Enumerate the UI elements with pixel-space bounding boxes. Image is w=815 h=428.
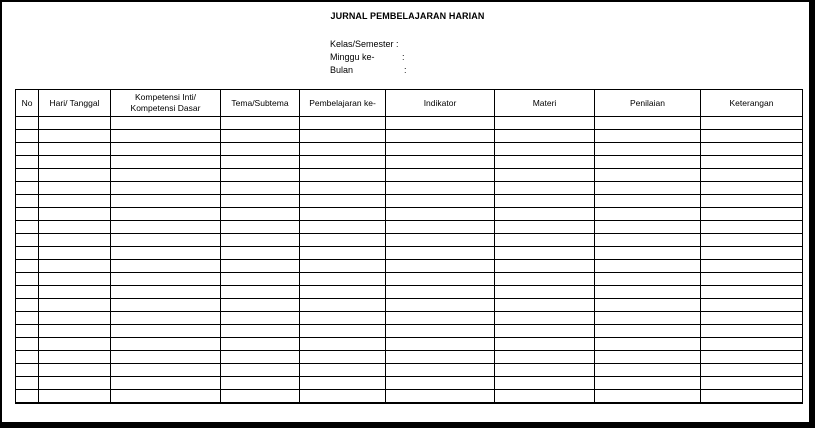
header-hari-tanggal: Hari/ Tanggal bbox=[39, 90, 111, 117]
table-cell bbox=[221, 143, 300, 156]
table-cell bbox=[386, 260, 495, 273]
table-cell bbox=[300, 338, 386, 351]
page-title: JURNAL PEMBELAJARAN HARIAN bbox=[330, 11, 485, 21]
table-cell bbox=[111, 117, 221, 130]
table-row bbox=[16, 338, 803, 351]
table-cell bbox=[595, 208, 701, 221]
table-cell bbox=[16, 117, 39, 130]
table-row bbox=[16, 286, 803, 299]
table-cell bbox=[39, 390, 111, 404]
table-cell bbox=[16, 351, 39, 364]
table-cell bbox=[221, 325, 300, 338]
table-cell bbox=[300, 299, 386, 312]
table-cell bbox=[701, 221, 803, 234]
table-cell bbox=[39, 247, 111, 260]
table-cell bbox=[595, 247, 701, 260]
table-cell bbox=[16, 364, 39, 377]
table-row bbox=[16, 117, 803, 130]
table-cell bbox=[300, 169, 386, 182]
table-cell bbox=[386, 351, 495, 364]
table-cell bbox=[221, 130, 300, 143]
table-cell bbox=[300, 182, 386, 195]
table-cell bbox=[16, 182, 39, 195]
table-cell bbox=[16, 221, 39, 234]
table-cell bbox=[495, 364, 595, 377]
table-row bbox=[16, 312, 803, 325]
table-cell bbox=[16, 234, 39, 247]
table-cell bbox=[16, 169, 39, 182]
table-cell bbox=[221, 351, 300, 364]
table-cell bbox=[39, 143, 111, 156]
table-cell bbox=[221, 260, 300, 273]
table-cell bbox=[595, 234, 701, 247]
meta-label: Bulan bbox=[330, 65, 354, 75]
table-cell bbox=[701, 234, 803, 247]
table-row bbox=[16, 390, 803, 404]
table-cell bbox=[111, 182, 221, 195]
header-row bbox=[16, 90, 803, 117]
table-cell bbox=[701, 247, 803, 260]
header-penilaian: Penilaian bbox=[595, 90, 701, 117]
journal-body bbox=[16, 117, 803, 404]
table-cell bbox=[39, 117, 111, 130]
table-row bbox=[16, 325, 803, 338]
table-cell bbox=[111, 377, 221, 390]
table-cell bbox=[300, 156, 386, 169]
table-cell bbox=[39, 208, 111, 221]
table-cell bbox=[39, 234, 111, 247]
table-cell bbox=[386, 377, 495, 390]
table-row bbox=[16, 143, 803, 156]
table-cell bbox=[701, 260, 803, 273]
table-cell bbox=[386, 234, 495, 247]
table-cell bbox=[701, 195, 803, 208]
table-cell bbox=[595, 325, 701, 338]
table-cell bbox=[300, 377, 386, 390]
table-row bbox=[16, 221, 803, 234]
table-cell bbox=[16, 377, 39, 390]
header-tema-subtema: Tema/Subtema bbox=[221, 90, 300, 117]
table-cell bbox=[39, 130, 111, 143]
table-cell bbox=[495, 130, 595, 143]
table-cell bbox=[495, 338, 595, 351]
table-cell bbox=[16, 390, 39, 404]
table-cell bbox=[495, 182, 595, 195]
table-cell bbox=[16, 156, 39, 169]
table-cell bbox=[300, 390, 386, 404]
table-cell bbox=[39, 312, 111, 325]
table-cell bbox=[16, 247, 39, 260]
table-row bbox=[16, 260, 803, 273]
table-cell bbox=[16, 143, 39, 156]
table-cell bbox=[39, 221, 111, 234]
table-cell bbox=[595, 377, 701, 390]
table-cell bbox=[495, 390, 595, 404]
header-kompetensi bbox=[111, 90, 221, 117]
table-cell bbox=[221, 247, 300, 260]
table-cell bbox=[595, 351, 701, 364]
table-cell bbox=[39, 377, 111, 390]
table-cell bbox=[300, 312, 386, 325]
header-indikator: Indikator bbox=[386, 90, 495, 117]
table-cell bbox=[386, 143, 495, 156]
table-cell bbox=[111, 247, 221, 260]
table-cell bbox=[595, 195, 701, 208]
table-cell bbox=[300, 247, 386, 260]
table-row bbox=[16, 273, 803, 286]
table-cell bbox=[386, 364, 495, 377]
table-cell bbox=[39, 169, 111, 182]
table-cell bbox=[595, 143, 701, 156]
table-cell bbox=[111, 143, 221, 156]
table-cell bbox=[701, 273, 803, 286]
table-cell bbox=[111, 156, 221, 169]
table-cell bbox=[595, 273, 701, 286]
table-cell bbox=[701, 325, 803, 338]
meta-colon: : bbox=[404, 65, 407, 75]
table-cell bbox=[386, 273, 495, 286]
table-cell bbox=[39, 182, 111, 195]
table-cell bbox=[386, 182, 495, 195]
table-cell bbox=[495, 234, 595, 247]
meta-kelas-semester bbox=[330, 38, 400, 51]
table-cell bbox=[221, 286, 300, 299]
meta-colon: : bbox=[396, 39, 399, 49]
table-cell bbox=[300, 260, 386, 273]
table-cell bbox=[701, 299, 803, 312]
table-cell bbox=[300, 286, 386, 299]
table-cell bbox=[386, 208, 495, 221]
table-cell bbox=[39, 325, 111, 338]
table-cell bbox=[300, 208, 386, 221]
table-cell bbox=[495, 156, 595, 169]
table-cell bbox=[111, 325, 221, 338]
table-row bbox=[16, 247, 803, 260]
table-cell bbox=[495, 117, 595, 130]
table-cell bbox=[701, 182, 803, 195]
table-cell bbox=[221, 299, 300, 312]
table-cell bbox=[701, 338, 803, 351]
table-cell bbox=[701, 312, 803, 325]
meta-minggu bbox=[330, 51, 405, 64]
table-cell bbox=[221, 156, 300, 169]
table-cell bbox=[111, 195, 221, 208]
table-cell bbox=[495, 377, 595, 390]
table-cell bbox=[221, 364, 300, 377]
table-cell bbox=[111, 390, 221, 404]
table-cell bbox=[16, 299, 39, 312]
table-cell bbox=[495, 247, 595, 260]
header-kompetensi-inti: Kompetensi Inti/ bbox=[135, 92, 196, 102]
table-cell bbox=[16, 338, 39, 351]
table-cell bbox=[16, 273, 39, 286]
table-row bbox=[16, 377, 803, 390]
table-row bbox=[16, 169, 803, 182]
table-cell bbox=[386, 156, 495, 169]
table-cell bbox=[495, 169, 595, 182]
table-cell bbox=[111, 312, 221, 325]
table-cell bbox=[221, 182, 300, 195]
table-cell bbox=[221, 221, 300, 234]
table-cell bbox=[386, 247, 495, 260]
table-cell bbox=[221, 195, 300, 208]
table-cell bbox=[386, 286, 495, 299]
table-cell bbox=[300, 143, 386, 156]
table-row bbox=[16, 364, 803, 377]
meta-colon: : bbox=[402, 52, 405, 62]
table-cell bbox=[39, 156, 111, 169]
table-cell bbox=[39, 364, 111, 377]
table-cell bbox=[16, 325, 39, 338]
table-row bbox=[16, 156, 803, 169]
table-cell bbox=[701, 143, 803, 156]
table-cell bbox=[39, 273, 111, 286]
table-cell bbox=[595, 312, 701, 325]
table-cell bbox=[495, 221, 595, 234]
table-cell bbox=[221, 273, 300, 286]
header-materi: Materi bbox=[495, 90, 595, 117]
table-cell bbox=[221, 208, 300, 221]
table-cell bbox=[495, 312, 595, 325]
table-cell bbox=[701, 208, 803, 221]
table-cell bbox=[221, 390, 300, 404]
table-cell bbox=[595, 260, 701, 273]
table-cell bbox=[111, 338, 221, 351]
table-cell bbox=[111, 286, 221, 299]
table-cell bbox=[386, 325, 495, 338]
table-cell bbox=[386, 390, 495, 404]
table-cell bbox=[495, 351, 595, 364]
header-kompetensi-dasar: Kompetensi Dasar bbox=[130, 103, 201, 113]
table-cell bbox=[701, 390, 803, 404]
header-keterangan: Keterangan bbox=[701, 90, 803, 117]
table-cell bbox=[221, 377, 300, 390]
table-cell bbox=[701, 130, 803, 143]
table-cell bbox=[386, 221, 495, 234]
table-cell bbox=[595, 286, 701, 299]
table-cell bbox=[111, 208, 221, 221]
table-cell bbox=[595, 182, 701, 195]
table-cell bbox=[111, 273, 221, 286]
meta-label: Minggu ke- bbox=[330, 52, 375, 62]
table-cell bbox=[595, 364, 701, 377]
table-cell bbox=[701, 351, 803, 364]
header-no: No bbox=[16, 90, 39, 117]
table-cell bbox=[386, 299, 495, 312]
table-cell bbox=[701, 364, 803, 377]
table-cell bbox=[111, 299, 221, 312]
table-cell bbox=[495, 208, 595, 221]
table-row bbox=[16, 234, 803, 247]
table-cell bbox=[16, 130, 39, 143]
table-cell bbox=[386, 312, 495, 325]
table-cell bbox=[495, 299, 595, 312]
table-cell bbox=[495, 325, 595, 338]
table-cell bbox=[701, 286, 803, 299]
table-cell bbox=[111, 169, 221, 182]
table-cell bbox=[595, 390, 701, 404]
table-cell bbox=[221, 312, 300, 325]
table-cell bbox=[701, 169, 803, 182]
table-cell bbox=[701, 377, 803, 390]
table-cell bbox=[221, 169, 300, 182]
table-cell bbox=[16, 312, 39, 325]
table-cell bbox=[701, 117, 803, 130]
table-cell bbox=[111, 260, 221, 273]
table-cell bbox=[300, 130, 386, 143]
table-cell bbox=[495, 143, 595, 156]
table-cell bbox=[16, 286, 39, 299]
header-pembelajaran: Pembelajaran ke- bbox=[300, 90, 386, 117]
table-cell bbox=[16, 260, 39, 273]
table-cell bbox=[111, 130, 221, 143]
table-cell bbox=[595, 299, 701, 312]
table-cell bbox=[39, 338, 111, 351]
table-cell bbox=[595, 221, 701, 234]
table-cell bbox=[595, 169, 701, 182]
table-cell bbox=[39, 260, 111, 273]
table-row bbox=[16, 130, 803, 143]
table-cell bbox=[595, 117, 701, 130]
table-cell bbox=[300, 364, 386, 377]
table-cell bbox=[386, 338, 495, 351]
table-row bbox=[16, 182, 803, 195]
table-row bbox=[16, 208, 803, 221]
table-cell bbox=[701, 156, 803, 169]
table-cell bbox=[221, 117, 300, 130]
journal-table bbox=[15, 89, 803, 404]
table-cell bbox=[595, 156, 701, 169]
table-cell bbox=[495, 273, 595, 286]
table-cell bbox=[386, 169, 495, 182]
table-cell bbox=[111, 221, 221, 234]
table-cell bbox=[221, 234, 300, 247]
table-cell bbox=[300, 351, 386, 364]
table-cell bbox=[39, 195, 111, 208]
table-row bbox=[16, 351, 803, 364]
table-cell bbox=[300, 273, 386, 286]
table-cell bbox=[495, 260, 595, 273]
table-cell bbox=[16, 208, 39, 221]
table-cell bbox=[111, 351, 221, 364]
table-cell bbox=[39, 299, 111, 312]
table-cell bbox=[595, 338, 701, 351]
table-cell bbox=[39, 351, 111, 364]
table-cell bbox=[595, 130, 701, 143]
table-cell bbox=[300, 325, 386, 338]
table-cell bbox=[111, 364, 221, 377]
table-cell bbox=[386, 195, 495, 208]
meta-bulan bbox=[330, 64, 407, 77]
table-cell bbox=[16, 195, 39, 208]
table-cell bbox=[495, 195, 595, 208]
table-row bbox=[16, 299, 803, 312]
table-cell bbox=[221, 338, 300, 351]
table-cell bbox=[300, 117, 386, 130]
table-cell bbox=[39, 286, 111, 299]
table-cell bbox=[111, 234, 221, 247]
meta-label: Kelas/Semester bbox=[330, 39, 394, 49]
table-cell bbox=[300, 234, 386, 247]
table-cell bbox=[386, 130, 495, 143]
table-cell bbox=[300, 221, 386, 234]
table-cell bbox=[386, 117, 495, 130]
table-row bbox=[16, 195, 803, 208]
table-cell bbox=[300, 195, 386, 208]
table-cell bbox=[495, 286, 595, 299]
